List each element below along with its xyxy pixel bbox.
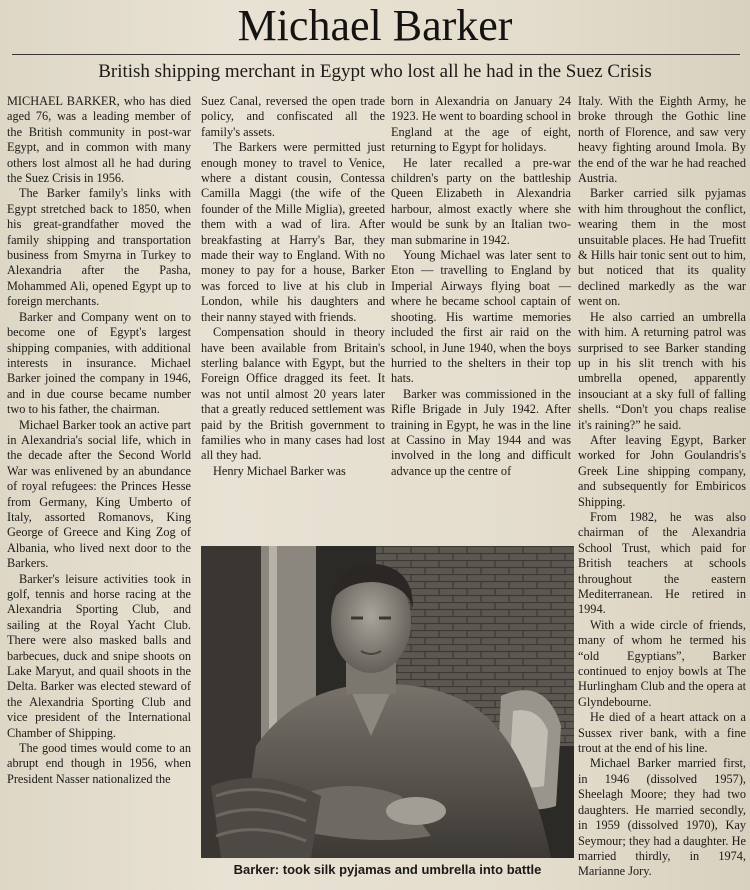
paragraph: Barker was commissioned in the Rifle Brigade in July 1942. After training in Egypt, he was in the line at Cassino in May 1944 and was involved in the long and difficult advance up the centre of — [391, 386, 571, 478]
paragraph: The Barkers were permitted just enough money to travel to Venice, where a distant cousin, Contessa Camilla Maggi (the wife of the founder of the Mille Miglia), greeted them with a wad of lira. After breakfasting at Harry's Bar, they made their way to England. With no money to pay for a house, Barker was forced to live at his club in London, while his daughters and their nanny stayed with friends. — [201, 140, 385, 324]
paragraph: The good times would come to an abrupt end though in 1956, when President Nasser nationalized the — [7, 741, 191, 786]
paragraph: Young Michael was later sent to Eton — travelling to England by Imperial Airways flying boat — where he became school captain of shooting. His wartime memories included the first air raid on the school, in June 1940, when the boys hurried to the shelters in their top hats. — [391, 248, 571, 386]
paragraph: With a wide circle of friends, many of whom he termed his “old Egyptians”, Barker continued to enjoy bowls at The Hurlingham Club and the opera at Glyndebourne. — [578, 617, 746, 709]
portrait-photo — [201, 546, 574, 858]
headline-rule — [12, 54, 740, 55]
subheadline: British shipping merchant in Egypt who lost all he had in the Suez Crisis — [98, 61, 652, 82]
paragraph: He also carried an umbrella with him. A returning patrol was surprised to see Barker standing up in his slit trench with his umbrella opened, apparently insouciant at a sky full of falling shells. “Don't you chaps realise it's raining?” he said. — [578, 309, 746, 432]
article-column-2 — [201, 94, 385, 479]
paragraph: Barker carried silk pyjamas with him throughout the conflict, wearing them in the most unsuitable places. He had Truefitt & Hills hair tonic sent out to him, but noticed that its quality declined markedly as the war went on. — [578, 186, 746, 309]
photo-caption: Barker: took silk pyjamas and umbrella into battle — [233, 862, 542, 877]
paragraph: Henry Michael Barker was — [213, 463, 346, 478]
paragraph: Michael Barker took an active part in Alexandria's social life, which in the decade after the Second World War was enlivened by an abundance of royal refugees: the Princes Hesse from Germany, King Umberto of Italy, assorted Romanovs, King George of Greece and King Zog of Albania, who lived next door to the Barkers. — [7, 417, 191, 571]
article-column-3 — [391, 94, 571, 479]
paragraph: The Barker family's links with Egypt stretched back to 1850, when his great-grandfather moved the family shipping and transportation business from Smyrna in Turkey to Alexandria after the Pasha, Mohammed Ali, opened Egypt up to foreign merchants. — [7, 186, 191, 309]
paragraph: He died of a heart attack on a Sussex river bank, with a fine trout at the end of his line. — [578, 710, 746, 756]
paragraph: Italy. With the Eighth Army, he broke through the Gothic line north of Florence, and saw very heavy fighting around Imola. By the end of the war he had reached Austria. — [578, 94, 746, 186]
paragraph: MICHAEL BARKER, who has died aged 76, was a leading member of the British community in post-war Egypt, and in common with many others lost almost all he had during the Suez Crisis in 1956. — [7, 94, 191, 186]
paragraph: He later recalled a pre-war children's party on the battleship Queen Elizabeth in Alexandria harbour, almost exactly where she would be sunk by an Italian two-man submarine in 1942. — [391, 155, 571, 247]
paragraph: born in Alexandria on January 24 1923. He went to boarding school in England at the age of eight, returning to Egypt for holidays. — [391, 94, 571, 155]
paragraph: After leaving Egypt, Barker worked for John Goulandris's Greek Line shipping company, and subsequently for Embiricos Shipping. — [578, 432, 746, 509]
headline: Michael Barker — [237, 1, 513, 50]
article-column-1 — [7, 94, 191, 787]
paragraph: Barker's leisure activities took in golf, tennis and horse racing at the Alexandria Sporting Club, and sailing at the Royal Yacht Club. There were also masked balls and barbecues, duck and snipe shoots on Lake Maryut, and quail shoots in the Delta. Barker was elected steward of the Alexandria Sporting Club and vice president of the International Chamber of Shipping. — [7, 571, 191, 740]
paragraph: Suez Canal, reversed the open trade policy, and confiscated all the family's assets. — [201, 94, 385, 139]
paragraph: Barker and Company went on to become one of Egypt's largest shipping companies, with additional interests in insurance. Michael Barker joined the company in 1946, and in due course became number two to his father, the chairman. — [7, 309, 191, 417]
paragraph: Compensation should in theory have been available from Britain's sterling balance with Egypt, but the Foreign Office dragged its feet. It was not until almost 20 years later that a greatly reduced settlement was paid by the British government to families who in many cases had lost all they had. — [201, 325, 385, 463]
article-column-4 — [578, 94, 750, 880]
paragraph: From 1982, he was also chairman of the Alexandria School Trust, which paid for British teachers at schools throughout the eastern Mediterranean. He retired in 1994. — [578, 509, 746, 617]
paragraph: Michael Barker married first, in 1946 (dissolved 1957), Sheelagh Moore; they had two daughters. He married secondly, in 1959 (dissolved 1970), Kay Seymour; they had a daughter. He married thirdly, in 1974, Marianne Jory. — [578, 756, 746, 879]
